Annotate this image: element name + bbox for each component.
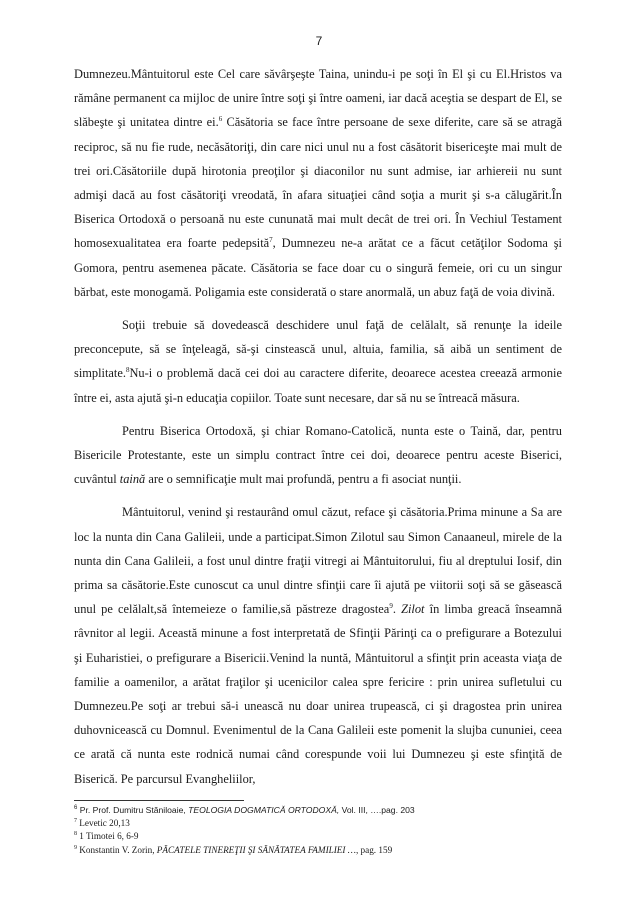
p1-text-b: Căsătoria se face între persoane de sexe diferite, care să se atragă reciproc, să nu fie rude, necăsătoriţi, din care nici unul nu a fost căsătorit bisericeşte mai mult de trei ori.Căsătoriile după hirotonia preoţilor şi diaconilor nu sunt admise, iar arhiereii nu sunt admişi dacă au fost căsătoriţi vreodată, în afara situaţiei când soţia a murit şi s-a călugărit.În Biserica Ortodoxă o persoană nu este cununată mai mult decât de trei ori. În Vechiul Testament homosexualitatea era foarte pedepsită [74,115,562,251]
footnote-9-title: PĂCATELE TINEREŢII ŞI SĂNĂTATEA FAMILIEI … [156,844,356,855]
footnote-9-text-a: Konstantin V. Zorin, [77,844,157,855]
footnote-8 [74,830,562,843]
p4-text-a: Mântuitorul, venind şi restaurând omul căzut, reface şi căsătoria.Prima minune a Sa are loc la nunta din Cana Galileii, unde a participat.Simon Zilotul sau Simon Canaaneul, mirele de la nunta din Cana Galileii, a fost unul dintre fraţii vitregi ai Mântuitorului, fiu al dreptului Iosif, din prima sa căsătorie.Este cunoscut ca unul dintre sfinţii care îi ajută pe viitorii soţi să se găsească unul pe celălalt,să întemeieze o familie,să păstreze dragostea [74,505,562,617]
footnote-6-text-a: Pr. Prof. Dumitru Stăniloaie, [77,805,189,815]
footnote-9 [74,844,562,857]
p2-text-a: Soţii trebuie să dovedească deschidere unul faţă de celălalt, să renunţe la ideile preconcepute, să se înţeleagă, să-şi cinstească unul, altuia, familia, să aibă un sentiment de simplitate. [74,318,562,381]
p3-text-b: are o semnificaţie mult mai profundă, pentru a fi asociat nunţii. [145,472,462,487]
footnote-ref-6[interactable]: 6 [218,115,223,124]
footnote-6-text-b: Vol. III, ….pag. 203 [339,805,415,815]
p4-italic-word: Zilot [401,602,425,617]
body-text [74,62,562,800]
p1-text-c: , Dumnezeu ne-a arătat ce a făcut cetăţilor Sodoma şi Gomora, pentru asemenea păcate. Căsătoria se face doar cu o singură femeie, ori cu un singur bărbat, este monogamă. Poligamia este considerată o stare anormală, un abuz faţă de voia divină. [74,236,562,299]
footnote-7 [74,817,562,830]
footnote-9-text-b: , pag. 159 [355,844,393,855]
footnote-ref-8[interactable]: 8 [125,366,130,375]
footnote-ref-9[interactable]: 9 [389,602,393,611]
page-number: 7 [315,34,323,48]
footnote-6 [74,804,562,817]
footnotes [74,800,562,857]
footnote-num-8: 8 [74,831,77,838]
paragraph-3 [74,419,562,492]
footnote-ref-7[interactable]: 7 [269,236,273,245]
p4-text-b: în limba greacă înseamnă râvnitor al legii. Această minune a fost interpretată de Sfinţii Părinţi ca o prefigurare a Botezului şi Euharistiei, o prefigurare a Bisericii.Venind la nuntă, Mântuitorul a sfinţit prin aceasta viaţa de familie a oamenilor, a arătat fraţilor şi ucenicilor calea spre fericire : prin unirea sufletului cu Dumnezeu.Pe soţi ar trebui să-i unească nu doar unirea trupească, ci şi dragostea prin unirea duhovnicească cu Domnul. Evenimentul de la Cana Galileii este pomenit la slujba cununiei, ceea ce arată că nunta este rodnică numai când corespunde voii lui Dumnezeu şi este sfinţită de Biserică. Pe parcursul Evangheliilor, [74,602,563,786]
paragraph-2 [74,313,562,410]
p2-text-b: Nu-i o problemă dacă cei doi au caractere diferite, deoarece acestea creează armonie între ei, asta ajută şi-n educaţia copiilor. Toate sunt necesare, dar să nu se întreacă măsura. [74,366,562,405]
footnote-num-7: 7 [74,818,77,825]
footnote-6-title: TEOLOGIA DOGMATICĂ ORTODOXĂ, [188,805,340,815]
p3-text-a: Pentru Biserica Ortodoxă, şi chiar Romano-Catolică, nunta este o Taină, dar, pentru Bisericile Protestante, este un simplu contract între cei doi, deoarece pentru aceste Biserici, cuvântul [74,423,562,487]
footnote-num-9: 9 [74,844,77,851]
p3-italic-word: taină [119,472,146,487]
p1-text-a: Dumnezeu.Mântuitorul este Cel care săvârşeşte Taina, unindu-i pe soţi în El şi cu El.Hristos va rămâne permanent ca mijloc de unire între soţi şi între oameni, iar dacă aceştia se despart de El, se slăbeşte şi unitatea dintre ei. [74,67,562,130]
p4-sep: . [392,602,402,617]
footnote-divider [74,800,244,801]
footnote-num-6: 6 [74,805,78,811]
footnote-7-text: Levetic 20,13 [77,818,130,829]
footnote-8-text: 1 Timotei 6, 6-9 [77,831,139,842]
paragraph-4 [74,500,562,790]
paragraph-1 [74,62,562,304]
